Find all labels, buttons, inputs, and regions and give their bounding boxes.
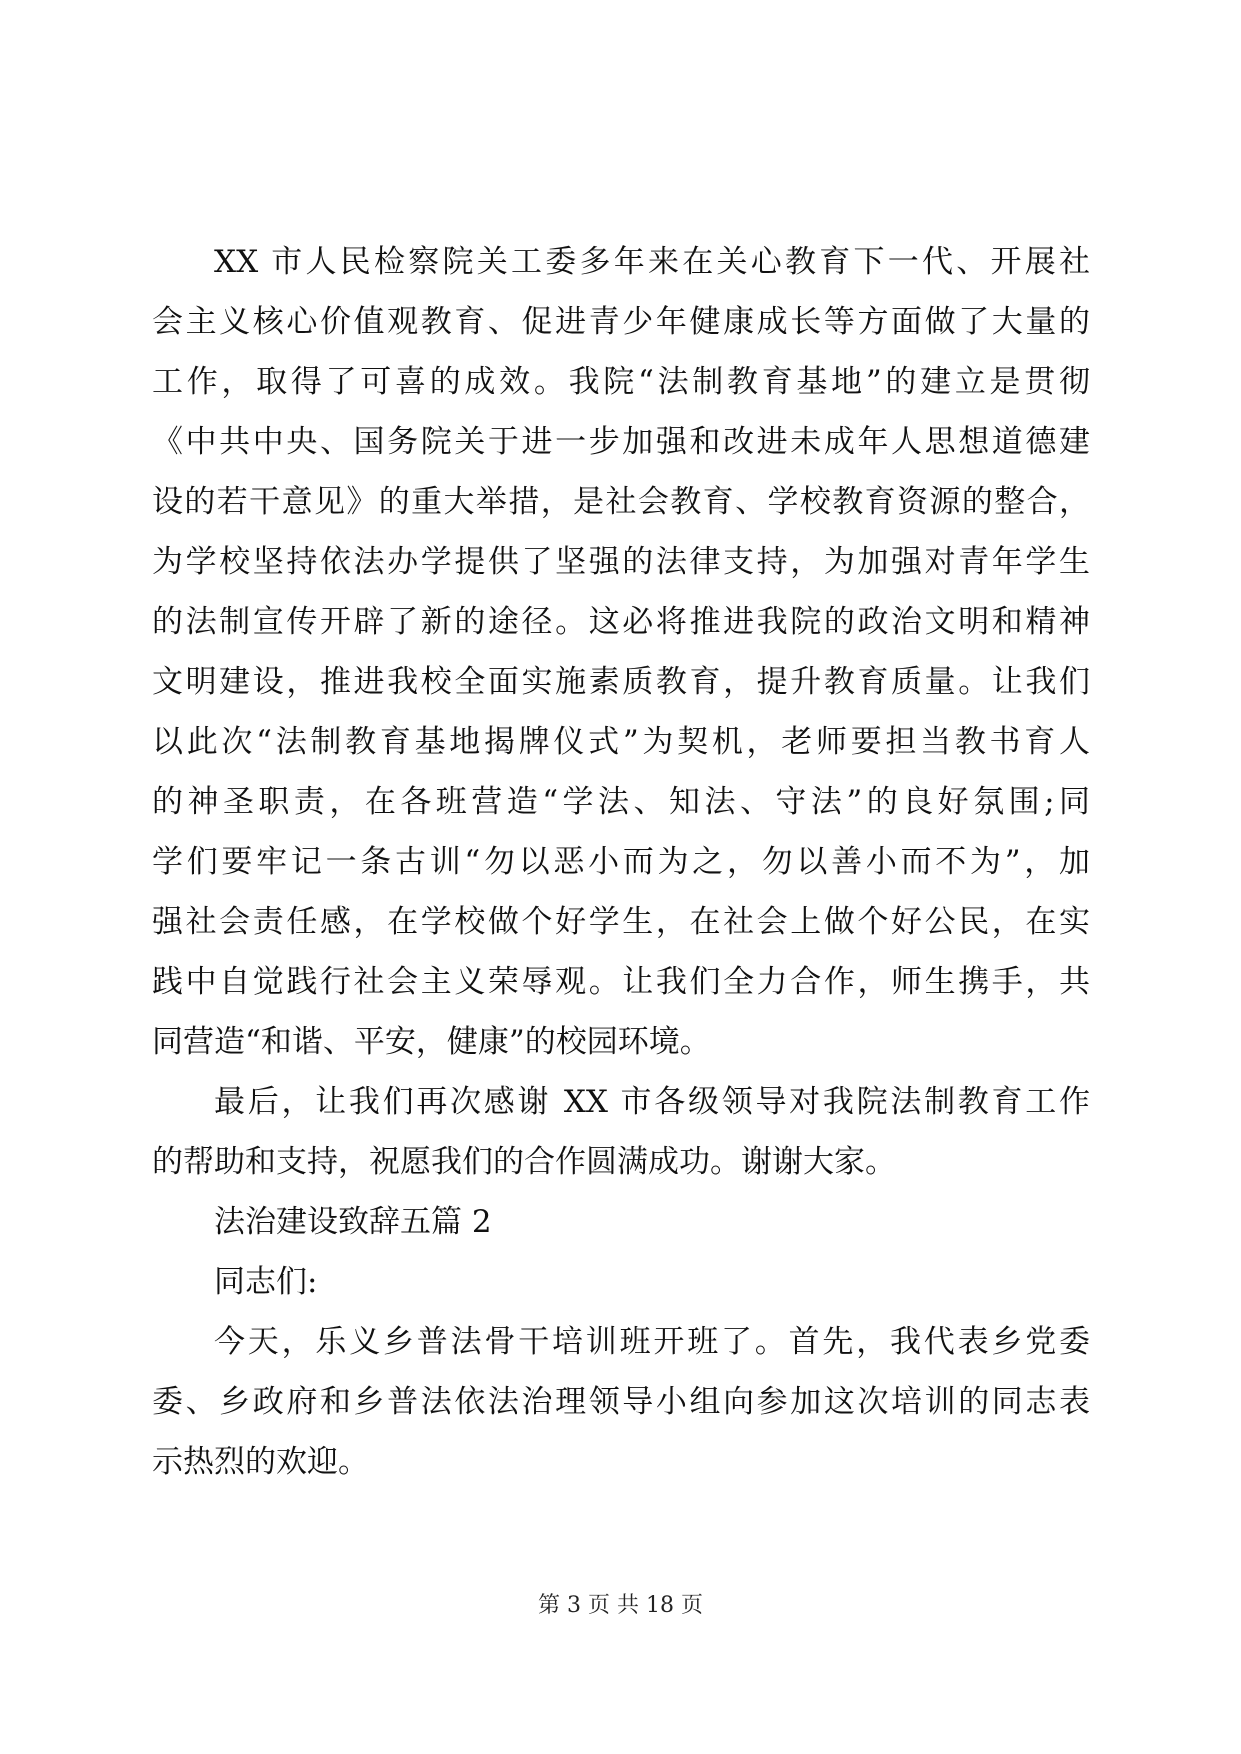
paragraph-line: 践中自觉践行社会主义荣辱观。让我们全力合作，师生携手，共 (152, 964, 1090, 1000)
section-title: 法治建设致辞五篇 2 (214, 1204, 492, 1240)
paragraph-line: 强社会责任感，在学校做个好学生，在社会上做个好公民，在实 (152, 904, 1090, 940)
paragraph-2 (152, 1072, 1090, 1192)
salutation: 同志们: (214, 1264, 318, 1300)
page-number-footer: 第 3 页 共 18 页 (538, 1593, 703, 1618)
paragraph-3 (152, 1312, 1090, 1492)
paragraph-line: 文明建设，推进我校全面实施素质教育，提升教育质量。让我们 (152, 664, 1090, 700)
document-body (152, 232, 1090, 1492)
paragraph-line: 示热烈的欢迎。 (152, 1444, 369, 1480)
paragraph-line: XX 市人民检察院关工委多年来在关心教育下一代、开展社 (214, 244, 1090, 280)
paragraph-line: 今天，乐义乡普法骨干培训班开班了。首先，我代表乡党委 (214, 1324, 1090, 1360)
paragraph-line: 委、乡政府和乡普法依法治理领导小组向参加这次培训的同志表 (152, 1384, 1090, 1420)
paragraph-line: 《中共中央、国务院关于进一步加强和改进未成年人思想道德建 (152, 424, 1090, 460)
paragraph-line: 的帮助和支持，祝愿我们的合作圆满成功。谢谢大家。 (152, 1144, 896, 1180)
paragraph-line: 同营造“和谐、平安，健康”的校园环境。 (152, 1024, 711, 1060)
paragraph-line: 的法制宣传开辟了新的途径。这必将推进我院的政治文明和精神 (152, 604, 1090, 640)
paragraph-line: 以此次“法制教育基地揭牌仪式”为契机，老师要担当教书育人 (152, 724, 1090, 760)
paragraph-line: 会主义核心价值观教育、促进青少年健康成长等方面做了大量的 (152, 304, 1090, 340)
paragraph-1 (152, 232, 1090, 1072)
paragraph-line: 的神圣职责，在各班营造“学法、知法、守法”的良好氛围;同 (152, 784, 1090, 820)
paragraph-line: 学们要牢记一条古训“勿以恶小而为之，勿以善小而不为”，加 (152, 844, 1090, 880)
paragraph-line: 为学校坚持依法办学提供了坚强的法律支持，为加强对青年学生 (152, 544, 1090, 580)
paragraph-line: 工作，取得了可喜的成效。我院“法制教育基地”的建立是贯彻 (152, 364, 1090, 400)
paragraph-line: 最后，让我们再次感谢 XX 市各级领导对我院法制教育工作 (214, 1084, 1090, 1120)
paragraph-line: 设的若干意见》的重大举措，是社会教育、学校教育资源的整合， (152, 484, 1090, 520)
